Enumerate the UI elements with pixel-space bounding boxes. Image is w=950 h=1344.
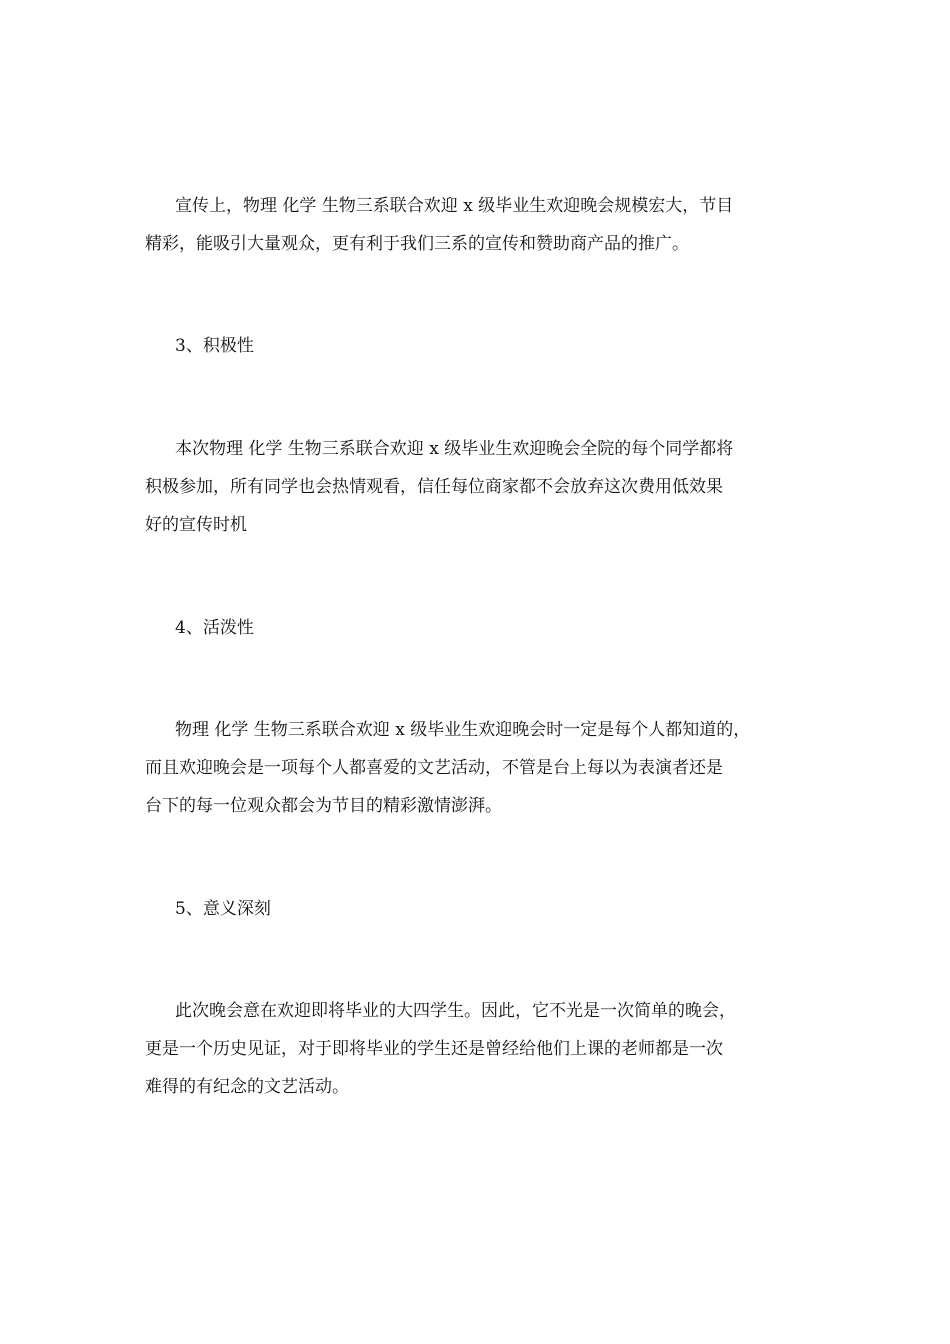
paragraph-line: 好的宣传时机: [145, 515, 247, 535]
paragraph-line: 宣传上，物理 化学 生物三系联合欢迎 x 级毕业生欢迎晚会规模宏大，节目: [175, 196, 734, 216]
paragraph-line: 而且欢迎晚会是一项每个人都喜爱的文艺活动，不管是台上每以为表演者还是: [145, 758, 723, 778]
paragraph-line: 积极参加，所有同学也会热情观看，信任每位商家都不会放弃这次费用低效果: [145, 477, 723, 497]
section-heading-4: 4、活泼性: [175, 618, 254, 638]
paragraph-line: 更是一个历史见证，对于即将毕业的学生还是曾经给他们上课的老师都是一次: [145, 1039, 723, 1059]
paragraph-line: 难得的有纪念的文艺活动。: [145, 1077, 349, 1097]
section-heading-3: 3、积极性: [175, 336, 254, 356]
paragraph-line: 台下的每一位观众都会为节目的精彩激情澎湃。: [145, 796, 502, 816]
paragraph-line: 本次物理 化学 生物三系联合欢迎 x 级毕业生欢迎晚会全院的每个同学都将: [175, 439, 734, 459]
section-heading-5: 5、意义深刻: [175, 899, 271, 919]
paragraph-line: 精彩，能吸引大量观众，更有利于我们三系的宣传和赞助商产品的推广。: [145, 234, 689, 254]
paragraph-line: 物理 化学 生物三系联合欢迎 x 级毕业生欢迎晚会时一定是每个人都知道的，: [175, 720, 751, 740]
paragraph-line: 此次晚会意在欢迎即将毕业的大四学生。因此，它不光是一次简单的晚会，: [175, 1001, 736, 1021]
